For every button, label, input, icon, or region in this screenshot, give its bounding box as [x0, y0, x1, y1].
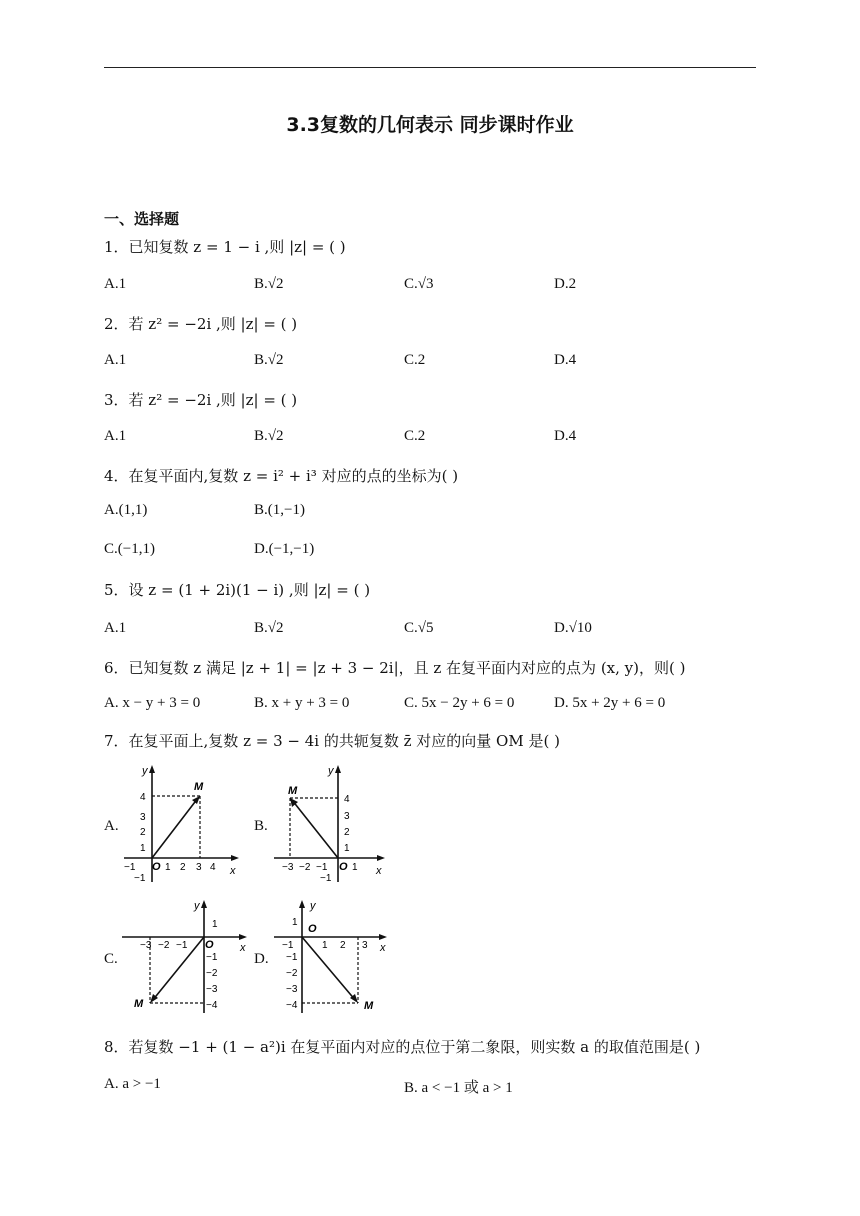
question-1-stem: 1．已知复数 z = 1 − i ,则 |z| = ( ) — [104, 238, 346, 256]
q2-option-d: D.4 — [554, 352, 577, 368]
graph-c-ytick: 1 — [212, 919, 218, 930]
section-heading: 一、选择题 — [104, 210, 180, 228]
graph-b-x-label: x — [376, 865, 382, 877]
graph-d-xtick: 3 — [362, 940, 368, 951]
graph-c-x-label: x — [240, 942, 246, 954]
graph-a-xtick: −1 — [124, 862, 136, 873]
graph-c-xtick: −2 — [158, 940, 170, 951]
graph-b-y-label: y — [328, 765, 334, 777]
q1-option-c: C.√3 — [404, 276, 434, 292]
graph-d-xtick: 1 — [322, 940, 328, 951]
q3-option-c: C.2 — [404, 428, 426, 444]
q4-option-b: B.(1,−1) — [254, 502, 305, 518]
q5-option-b: B.√2 — [254, 620, 284, 636]
q3-option-d: D.4 — [554, 428, 577, 444]
q4-option-c: C.(−1,1) — [104, 541, 155, 557]
graph-b-xtick: −2 — [299, 862, 311, 873]
graph-b-xtick: −3 — [282, 862, 294, 873]
q3-option-b: B.√2 — [254, 428, 284, 444]
graph-d-ytick: −4 — [286, 1000, 298, 1011]
q1-option-d: D.2 — [554, 276, 577, 292]
graph-a-ytick: 4 — [140, 792, 146, 803]
graph-d-ytick: −2 — [286, 968, 298, 979]
graph-b-ytick: 1 — [344, 843, 350, 854]
q7-option-a: A. — [104, 818, 119, 834]
graph-c — [120, 897, 250, 1015]
q2-option-a: A.1 — [104, 352, 127, 368]
question-4-stem: 4．在复平面内,复数 z = i² + i³ 对应的点的坐标为( ) — [104, 467, 459, 485]
q6-option-b: B. x + y + 3 = 0 — [254, 695, 350, 711]
q5-option-c: C.√5 — [404, 620, 434, 636]
graph-c-xtick: −3 — [140, 940, 152, 951]
graph-d-x-label: x — [380, 942, 386, 954]
q8-option-b: B. a < −1 或 a > 1 — [404, 1080, 513, 1096]
q2-option-b: B.√2 — [254, 352, 284, 368]
graph-a-y-label: y — [142, 765, 148, 777]
graph-b-ytick: −1 — [320, 873, 332, 884]
q5-option-a: A.1 — [104, 620, 127, 636]
graph-a-ytick: 1 — [140, 843, 146, 854]
header-rule — [104, 67, 756, 68]
question-6-stem: 6．已知复数 z 满足 |z + 1| = |z + 3 − 2i|，且 z 在复平面内对应的点为 (x, y)，则( ) — [104, 659, 686, 677]
q1-option-a: A.1 — [104, 276, 127, 292]
graph-c-y-label: y — [194, 900, 200, 912]
graph-d-ytick: −1 — [286, 952, 298, 963]
graph-b-xtick: 1 — [352, 862, 358, 873]
graph-a-xtick: 2 — [180, 862, 186, 873]
q8-option-a: A. a > −1 — [104, 1076, 161, 1092]
graph-d-ytick: 1 — [292, 917, 298, 928]
graph-a — [120, 762, 240, 887]
graph-a-ytick: 2 — [140, 827, 146, 838]
graph-d-y-label: y — [310, 900, 316, 912]
graph-d-xtick: 2 — [340, 940, 346, 951]
graph-c-origin: O — [205, 939, 214, 951]
graph-c-ytick: −2 — [206, 968, 218, 979]
graph-a-ytick: −1 — [134, 873, 146, 884]
q7-option-d: D. — [254, 951, 269, 967]
graph-a-x-label: x — [230, 865, 236, 877]
question-7-stem: 7．在复平面上,复数 z = 3 − 4i 的共轭复数 z̄ 对应的向量 OM 是( ) — [104, 732, 560, 750]
question-5-stem: 5．设 z = (1 + 2i)(1 − i) ,则 |z| = ( ) — [104, 581, 371, 599]
graph-c-ytick: −3 — [206, 984, 218, 995]
graph-b-origin: O — [339, 861, 348, 873]
graph-d-origin: O — [308, 923, 317, 935]
question-8-stem: 8．若复数 −1 + (1 − a²)i 在复平面内对应的点位于第二象限，则实数 a 的取值范围是( ) — [104, 1038, 701, 1056]
page-title: 3.3复数的几何表示 同步课时作业 — [286, 114, 574, 136]
graph-b-ytick: 2 — [344, 827, 350, 838]
q3-option-a: A.1 — [104, 428, 127, 444]
graph-a-xtick: 3 — [196, 862, 202, 873]
q5-option-d: D.√10 — [554, 620, 592, 636]
graph-c-ytick: −1 — [206, 952, 218, 963]
graph-b-xtick: −1 — [316, 862, 328, 873]
q6-option-d: D. 5x + 2y + 6 = 0 — [554, 695, 666, 711]
graph-b-ytick: 4 — [344, 794, 350, 805]
graph-d-xtick: −1 — [282, 940, 294, 951]
graph-a-m-label: M — [194, 781, 204, 793]
question-3-stem: 3．若 z² = −2i ,则 |z| = ( ) — [104, 391, 298, 409]
q2-option-c: C.2 — [404, 352, 426, 368]
q7-option-b: B. — [254, 818, 268, 834]
graph-a-origin: O — [152, 861, 161, 873]
q7-option-c: C. — [104, 951, 118, 967]
q1-option-b: B.√2 — [254, 276, 284, 292]
q4-option-a: A.(1,1) — [104, 502, 148, 518]
graph-d — [272, 897, 397, 1015]
graph-a-xtick: 1 — [165, 862, 171, 873]
graph-c-xtick: −1 — [176, 940, 188, 951]
graph-a-ytick: 3 — [140, 812, 146, 823]
q6-option-c: C. 5x − 2y + 6 = 0 — [404, 695, 515, 711]
graph-b — [272, 762, 392, 887]
graph-b-m-label: M — [288, 785, 298, 797]
question-2-stem: 2．若 z² = −2i ,则 |z| = ( ) — [104, 315, 298, 333]
q6-option-a: A. x − y + 3 = 0 — [104, 695, 201, 711]
graph-c-m-label: M — [134, 998, 144, 1010]
graph-b-ytick: 3 — [344, 811, 350, 822]
q4-option-d: D.(−1,−1) — [254, 541, 315, 557]
graph-d-ytick: −3 — [286, 984, 298, 995]
graph-c-ytick: −4 — [206, 1000, 218, 1011]
graph-a-xtick: 4 — [210, 862, 216, 873]
graph-d-m-label: M — [364, 1000, 374, 1012]
